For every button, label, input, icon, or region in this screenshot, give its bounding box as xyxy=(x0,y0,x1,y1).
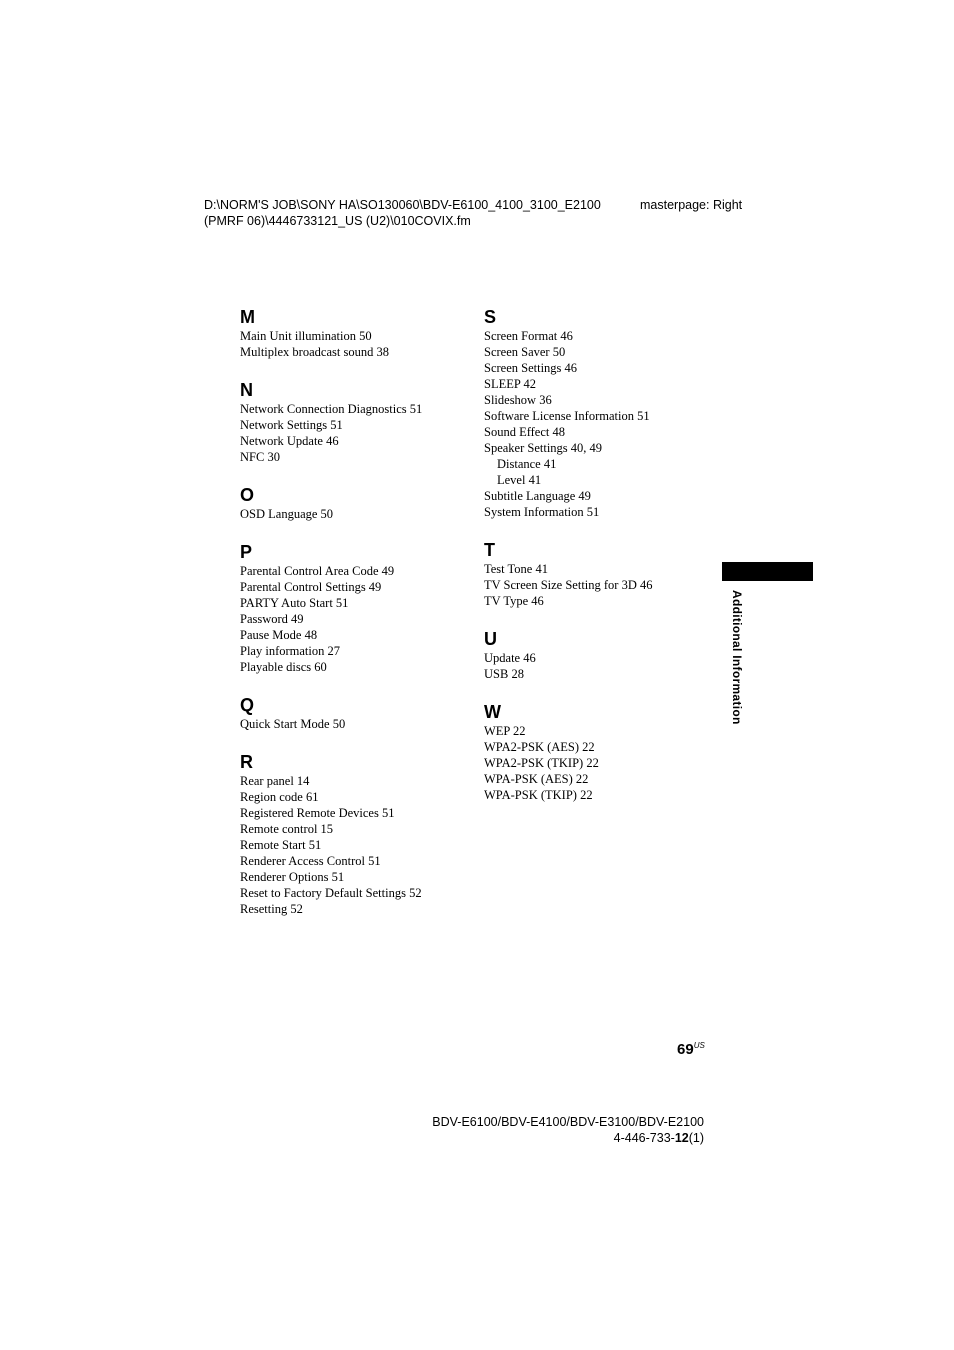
index-section-m xyxy=(240,306,470,360)
index-entry: Parental Control Area Code 49 xyxy=(240,564,395,578)
index-entry: Network Connection Diagnostics 51 xyxy=(240,402,423,416)
index-section-w xyxy=(484,701,714,803)
footer-code-suffix: (1) xyxy=(688,1131,704,1145)
index-entry: Renderer Options 51 xyxy=(240,870,345,884)
footer-model-info xyxy=(432,1114,704,1146)
index-column-right xyxy=(484,306,714,803)
index-entry: OSD Language 50 xyxy=(240,507,334,521)
footer-models: BDV-E6100/BDV-E4100/BDV-E3100/BDV-E2100 xyxy=(432,1115,704,1129)
index-entry: Network Update 46 xyxy=(240,434,339,448)
index-entry: WPA-PSK (AES) 22 xyxy=(484,772,589,786)
index-subentry: Distance 41 xyxy=(497,457,557,471)
index-section-s xyxy=(484,306,714,520)
section-letter: N xyxy=(240,380,253,400)
index-entry: Screen Settings 46 xyxy=(484,361,578,375)
file-path-line2: (PMRF 06)\4446733121_US (U2)\010COVIX.fm xyxy=(204,214,471,228)
index-entry: Remote Start 51 xyxy=(240,838,322,852)
index-section-o xyxy=(240,484,470,522)
index-entry: NFC 30 xyxy=(240,450,280,464)
section-letter: U xyxy=(484,629,497,649)
section-letter: O xyxy=(240,485,255,505)
index-entry: Password 49 xyxy=(240,612,304,626)
index-entry: USB 28 xyxy=(484,667,524,681)
index-section-t xyxy=(484,539,714,609)
index-entry: Update 46 xyxy=(484,651,536,665)
file-path-line1: D:\NORM'S JOB\SONY HA\SO130060\BDV-E6100_4100_3100_E2100 xyxy=(204,198,601,212)
index-entry: Resetting 52 xyxy=(240,902,303,916)
index-entry: SLEEP 42 xyxy=(484,377,536,391)
section-letter: T xyxy=(484,540,495,560)
footer-code-prefix: 4-446-733- xyxy=(613,1131,675,1145)
section-letter: P xyxy=(240,542,253,562)
footer-code-bold: 12 xyxy=(674,1131,689,1145)
index-entry: Subtitle Language 49 xyxy=(484,489,591,503)
section-letter: Q xyxy=(240,695,255,715)
index-section-u xyxy=(484,628,714,682)
index-entry: Quick Start Mode 50 xyxy=(240,717,346,731)
index-entry: Sound Effect 48 xyxy=(484,425,566,439)
index-entry: Reset to Factory Default Settings 52 xyxy=(240,886,422,900)
index-entry: Remote control 15 xyxy=(240,822,334,836)
index-entry: Registered Remote Devices 51 xyxy=(240,806,395,820)
masterpage-label: masterpage: Right xyxy=(640,198,743,212)
index-section-r xyxy=(240,751,470,917)
index-entry: Screen Format 46 xyxy=(484,329,573,343)
index-column-left xyxy=(240,306,470,917)
index-entry: Software License Information 51 xyxy=(484,409,650,423)
section-letter: M xyxy=(240,307,255,327)
section-tab-bar xyxy=(722,562,813,581)
index-entry: WPA2-PSK (AES) 22 xyxy=(484,740,595,754)
page-number-value: 69 xyxy=(677,1041,694,1058)
index-entry: Pause Mode 48 xyxy=(240,628,318,642)
index-entry: TV Screen Size Setting for 3D 46 xyxy=(484,578,653,592)
index-entry: Network Settings 51 xyxy=(240,418,343,432)
index-entry: Slideshow 36 xyxy=(484,393,552,407)
page-number xyxy=(677,1041,705,1058)
footer-code xyxy=(432,1130,704,1146)
index-entry: PARTY Auto Start 51 xyxy=(240,596,349,610)
index-entry: Screen Saver 50 xyxy=(484,345,566,359)
index-entry: Test Tone 41 xyxy=(484,562,548,576)
index-entry: Rear panel 14 xyxy=(240,774,310,788)
index-entry: WEP 22 xyxy=(484,724,526,738)
index-entry: WPA2-PSK (TKIP) 22 xyxy=(484,756,599,770)
section-tab-label: Additional Information xyxy=(730,590,744,725)
index-entry: Speaker Settings 40, 49 xyxy=(484,441,603,455)
section-letter: R xyxy=(240,752,253,772)
index-section-p xyxy=(240,541,470,675)
index-entry: Play information 27 xyxy=(240,644,340,658)
index-section-n xyxy=(240,379,470,465)
index-entry: WPA-PSK (TKIP) 22 xyxy=(484,788,593,802)
index-entry: Renderer Access Control 51 xyxy=(240,854,381,868)
index-entry: Playable discs 60 xyxy=(240,660,327,674)
page-number-suffix: US xyxy=(693,1041,705,1050)
section-letter: W xyxy=(484,702,501,722)
index-section-q xyxy=(240,694,470,732)
file-path-header xyxy=(204,197,601,229)
section-letter: S xyxy=(484,307,497,327)
index-entry: System Information 51 xyxy=(484,505,600,519)
index-entry: Parental Control Settings 49 xyxy=(240,580,382,594)
index-entry: TV Type 46 xyxy=(484,594,544,608)
index-entry: Multiplex broadcast sound 38 xyxy=(240,345,389,359)
index-subentry: Level 41 xyxy=(497,473,542,487)
index-entry: Main Unit illumination 50 xyxy=(240,329,372,343)
index-entry: Region code 61 xyxy=(240,790,319,804)
